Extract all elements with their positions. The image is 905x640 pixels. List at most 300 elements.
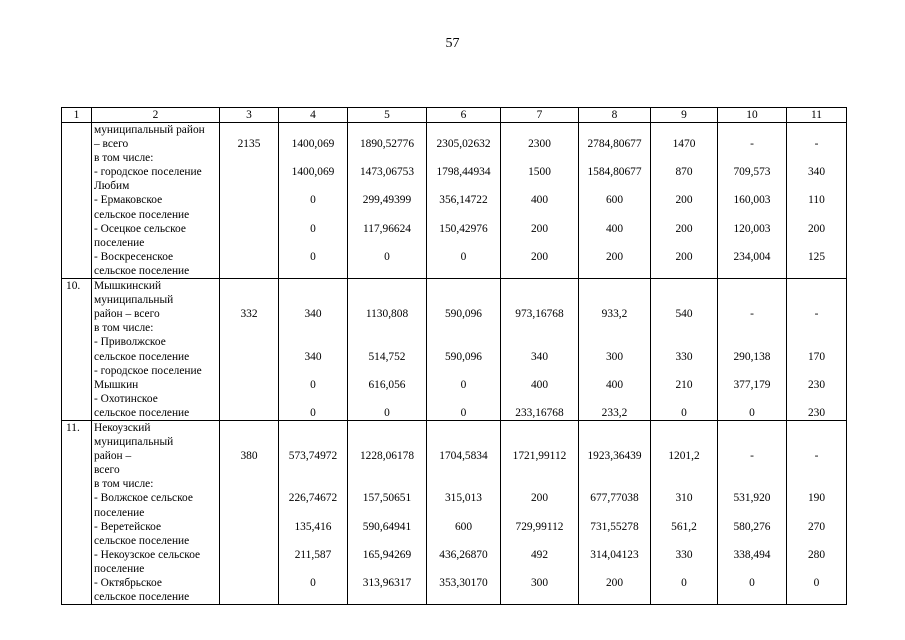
value: [720, 208, 784, 222]
value: 2135: [237, 138, 261, 151]
value: [281, 421, 345, 435]
value: [789, 264, 844, 278]
value: 531,920: [733, 492, 771, 505]
value: [429, 123, 498, 137]
value: [503, 179, 576, 193]
value: [281, 477, 345, 491]
value: [222, 463, 276, 477]
value: [503, 590, 576, 604]
district-name-line: - Приволжское: [94, 336, 166, 349]
district-name-line: - Осецкое сельское: [94, 222, 186, 235]
value-cell-col-6: [427, 279, 501, 421]
value: 600: [605, 194, 624, 207]
value: 1130,808: [365, 308, 409, 321]
value: [653, 208, 715, 222]
value: 0: [749, 577, 755, 589]
value: -: [814, 308, 819, 321]
value: [653, 534, 715, 548]
value: [503, 335, 576, 349]
value: [350, 208, 424, 222]
value: [222, 222, 276, 236]
value: 573,74972: [288, 450, 338, 463]
value: [222, 293, 276, 307]
row-number: 11.: [62, 420, 92, 604]
value: [789, 534, 844, 548]
value-cell-col-8: [579, 123, 651, 279]
value: [281, 151, 345, 165]
value: [503, 534, 576, 548]
value: [350, 364, 424, 378]
value: [222, 264, 276, 278]
value: [350, 463, 424, 477]
value: [222, 364, 276, 378]
value: [789, 477, 844, 491]
value: 0: [310, 222, 316, 235]
value-cell-col-5: [348, 123, 427, 279]
value-cell-col-5: [348, 279, 427, 421]
value: 0: [749, 406, 755, 419]
column-header: 6: [427, 108, 501, 123]
value: [503, 435, 576, 449]
value: [503, 293, 576, 307]
value-cell-col-5: [348, 420, 427, 604]
value: 150,42976: [439, 222, 488, 235]
value: [350, 506, 424, 520]
value: [222, 123, 276, 137]
value: [222, 506, 276, 520]
value: [653, 293, 715, 307]
district-name-line: в том числе:: [94, 152, 154, 165]
budget-table: [61, 107, 847, 605]
value: 315,013: [444, 492, 483, 505]
value-cell-col-7: [501, 279, 579, 421]
value: 340: [807, 166, 826, 179]
value: 200: [605, 250, 624, 263]
value: -: [750, 308, 754, 321]
value: [350, 264, 424, 278]
value: [720, 463, 784, 477]
value: [720, 421, 784, 435]
district-name-line: всего: [94, 464, 120, 477]
value: 280: [807, 548, 826, 561]
value: [653, 151, 715, 165]
district-name-line: в том числе:: [94, 478, 154, 491]
value: 233,16768: [515, 406, 564, 419]
value: [503, 392, 576, 406]
value: 731,55278: [590, 520, 639, 533]
value: [581, 321, 648, 335]
value: 1923,36439: [587, 450, 642, 463]
value: [653, 335, 715, 349]
value: [222, 151, 276, 165]
value: -: [750, 138, 754, 151]
value: [222, 193, 276, 207]
value: [222, 321, 276, 335]
value: [503, 364, 576, 378]
value: [720, 335, 784, 349]
value: [653, 179, 715, 193]
column-header: 1: [62, 108, 92, 123]
value: 226,74672: [288, 492, 338, 505]
value: [503, 264, 576, 278]
value: 157,50651: [362, 492, 412, 505]
value: [503, 151, 576, 165]
value: 340: [530, 350, 549, 363]
value-cell-col-9: [651, 279, 718, 421]
value: [222, 491, 276, 505]
value: [429, 335, 498, 349]
value-cell-col-6: [427, 123, 501, 279]
value: [350, 421, 424, 435]
value: 2300: [528, 138, 551, 151]
district-name-line: сельское поселение: [94, 264, 190, 277]
value: 110: [808, 194, 825, 207]
value: [350, 279, 424, 293]
value: [789, 435, 844, 449]
district-name-line: - Волжское сельское: [94, 492, 193, 505]
value: 436,26870: [439, 548, 488, 561]
value: 2305,02632: [436, 138, 491, 151]
value: [789, 151, 844, 165]
value-cell-col-6: [427, 420, 501, 604]
value: [281, 208, 345, 222]
value: [222, 208, 276, 222]
value: [281, 179, 345, 193]
value-cell-col-7: [501, 123, 579, 279]
district-name-line: район – всего: [94, 308, 160, 321]
value: [720, 534, 784, 548]
district-name-line: Мышкинский: [94, 280, 162, 293]
value: [720, 562, 784, 576]
district-name-line: муниципальный: [94, 294, 174, 307]
value: [429, 506, 498, 520]
value: [429, 392, 498, 406]
district-name-line: Любим: [94, 180, 130, 193]
value-cell-col-11: [787, 420, 847, 604]
value: 135,416: [294, 520, 332, 533]
value: [429, 435, 498, 449]
value: [581, 534, 648, 548]
value: 270: [807, 520, 826, 533]
value: [720, 321, 784, 335]
value: [503, 321, 576, 335]
value: [653, 477, 715, 491]
value: 0: [681, 406, 687, 419]
value: 590,096: [444, 308, 483, 321]
value: 616,056: [368, 378, 406, 391]
value: 0: [310, 406, 316, 419]
value: 870: [675, 166, 693, 179]
value: [581, 151, 648, 165]
value: 1400,069: [291, 138, 335, 151]
column-header: 8: [579, 108, 651, 123]
value: [720, 179, 784, 193]
value-cell-col-4: [279, 123, 348, 279]
table-row: [62, 420, 847, 604]
value: 210: [675, 378, 693, 391]
district-name-line: муниципальный: [94, 436, 174, 449]
value: [222, 378, 276, 392]
value-cell-col-9: [651, 123, 718, 279]
value: [720, 477, 784, 491]
value: [222, 477, 276, 491]
value: [222, 576, 276, 590]
district-name-cell: [92, 420, 220, 604]
value: 729,99112: [515, 520, 564, 533]
value: [222, 250, 276, 264]
value: 160,003: [733, 194, 771, 207]
value: 200: [530, 222, 549, 235]
row-number: 10.: [62, 279, 92, 421]
value: [281, 534, 345, 548]
value: [720, 123, 784, 137]
value: [222, 590, 276, 604]
value-cell-col-3: [220, 420, 279, 604]
value: 933,2: [601, 308, 628, 321]
district-name-line: сельское поселение: [94, 534, 190, 547]
value: [720, 435, 784, 449]
district-name-line: поселение: [94, 562, 145, 575]
value: 330: [675, 548, 693, 561]
district-name-line: - городское поселение: [94, 166, 202, 179]
value: [281, 264, 345, 278]
value: [222, 165, 276, 179]
value-cell-col-8: [579, 420, 651, 604]
district-name-line: Мышкин: [94, 378, 139, 391]
value: 1400,069: [291, 166, 335, 179]
value: [429, 477, 498, 491]
value: [789, 335, 844, 349]
value: [429, 463, 498, 477]
district-name-line: поселение: [94, 506, 145, 519]
value: [581, 590, 648, 604]
district-name-cell: [92, 123, 220, 279]
value: [581, 264, 648, 278]
value: [653, 264, 715, 278]
value: [350, 590, 424, 604]
value: 400: [605, 222, 624, 235]
value: [789, 123, 844, 137]
value: [350, 179, 424, 193]
value: [222, 406, 276, 420]
value: [503, 236, 576, 250]
value: [789, 236, 844, 250]
value: 234,004: [733, 250, 771, 263]
value: 2784,80677: [587, 138, 642, 151]
value: 677,77038: [590, 492, 639, 505]
value: 561,2: [671, 520, 697, 533]
value: [281, 293, 345, 307]
value: 0: [460, 406, 467, 419]
value: -: [750, 450, 754, 463]
value-cell-col-10: [718, 123, 787, 279]
column-header: 10: [718, 108, 787, 123]
value: 165,94269: [362, 548, 412, 561]
value: [720, 506, 784, 520]
value: [350, 477, 424, 491]
value: [222, 534, 276, 548]
value: 200: [675, 194, 693, 207]
value: 0: [460, 250, 467, 263]
value: [789, 421, 844, 435]
value: [222, 435, 276, 449]
value: 120,003: [733, 222, 771, 235]
value: 590,096: [444, 350, 483, 363]
value: 125: [807, 250, 826, 263]
value: [429, 151, 498, 165]
value: [350, 562, 424, 576]
district-name-line: - Некоузское сельское: [94, 548, 201, 561]
value: 0: [310, 194, 316, 207]
value: [222, 392, 276, 406]
column-header: 11: [787, 108, 847, 123]
value: 709,573: [733, 166, 771, 179]
value: [581, 279, 648, 293]
value: [350, 335, 424, 349]
value: [350, 435, 424, 449]
value: [581, 435, 648, 449]
value: [653, 392, 715, 406]
value: 314,04123: [590, 548, 639, 561]
value-cell-col-9: [651, 420, 718, 604]
value: 400: [530, 194, 549, 207]
value: 200: [530, 492, 549, 505]
value-cell-col-7: [501, 420, 579, 604]
value: 0: [813, 577, 820, 589]
column-header: 4: [279, 108, 348, 123]
value-cell-col-3: [220, 123, 279, 279]
value: [503, 463, 576, 477]
value: -: [814, 450, 819, 463]
district-name-line: поселение: [94, 236, 145, 249]
value: 0: [681, 577, 687, 589]
district-name-line: сельское поселение: [94, 406, 190, 419]
value: [503, 477, 576, 491]
value: [281, 335, 345, 349]
value: 230: [807, 378, 826, 391]
value: [281, 463, 345, 477]
value: [789, 321, 844, 335]
value: [581, 562, 648, 576]
value: 400: [605, 378, 624, 391]
district-name-line: - Веретейское: [94, 520, 162, 533]
value: 0: [460, 378, 467, 391]
column-header: 7: [501, 108, 579, 123]
value: [789, 562, 844, 576]
value: [503, 562, 576, 576]
value: [350, 321, 424, 335]
value: 377,179: [733, 378, 771, 391]
value: [720, 236, 784, 250]
value: 590,64941: [362, 520, 412, 533]
value: 580,276: [733, 520, 771, 533]
value: [429, 534, 498, 548]
value: [789, 293, 844, 307]
value: [503, 421, 576, 435]
value: 0: [384, 250, 390, 263]
value: [581, 236, 648, 250]
value: [350, 534, 424, 548]
value: [281, 562, 345, 576]
table-row: [62, 123, 847, 279]
value: 353,30170: [439, 577, 488, 589]
table-header-row: [62, 108, 847, 123]
value: 211,587: [294, 548, 332, 561]
value: [720, 293, 784, 307]
row-number: [62, 123, 92, 279]
value: [222, 236, 276, 250]
district-name-cell: [92, 279, 220, 421]
value: [581, 477, 648, 491]
value: 0: [384, 406, 390, 419]
value: [720, 590, 784, 604]
value: [222, 548, 276, 562]
value: [503, 279, 576, 293]
value-cell-col-11: [787, 123, 847, 279]
value: 1500: [528, 166, 551, 179]
value: [789, 463, 844, 477]
district-name-line: район –: [94, 450, 132, 463]
value: [653, 463, 715, 477]
value: 299,49399: [362, 194, 412, 207]
value-cell-col-11: [787, 279, 847, 421]
value: [429, 236, 498, 250]
value: 1228,06178: [359, 450, 415, 463]
value: 300: [530, 577, 549, 589]
value: [281, 392, 345, 406]
value: [653, 364, 715, 378]
value: 338,494: [733, 548, 771, 561]
column-header: 5: [348, 108, 427, 123]
district-name-line: сельское поселение: [94, 591, 190, 604]
value: [581, 179, 648, 193]
value: [503, 208, 576, 222]
value: [720, 151, 784, 165]
value: [789, 506, 844, 520]
district-name-line: – всего: [94, 138, 129, 151]
value: [653, 421, 715, 435]
value-cell-col-10: [718, 279, 787, 421]
value: 200: [605, 577, 624, 589]
value: [222, 350, 276, 364]
value: [429, 208, 498, 222]
value: 200: [530, 250, 549, 263]
value: 200: [675, 222, 693, 235]
value: [581, 506, 648, 520]
value: [281, 123, 345, 137]
district-name-line: в том числе:: [94, 322, 154, 335]
value: [350, 392, 424, 406]
value: [429, 179, 498, 193]
value: [581, 293, 648, 307]
value: 170: [807, 350, 826, 363]
value: [429, 590, 498, 604]
value: 514,752: [368, 350, 406, 363]
value: [350, 123, 424, 137]
value: [429, 364, 498, 378]
value: [503, 123, 576, 137]
value: [581, 421, 648, 435]
value: [350, 236, 424, 250]
value: [789, 208, 844, 222]
value: [653, 562, 715, 576]
value: [789, 179, 844, 193]
value: [789, 364, 844, 378]
district-name-line: - Воскресенское: [94, 250, 174, 263]
value: 0: [310, 378, 316, 391]
value: 340: [304, 308, 322, 321]
value: [222, 179, 276, 193]
